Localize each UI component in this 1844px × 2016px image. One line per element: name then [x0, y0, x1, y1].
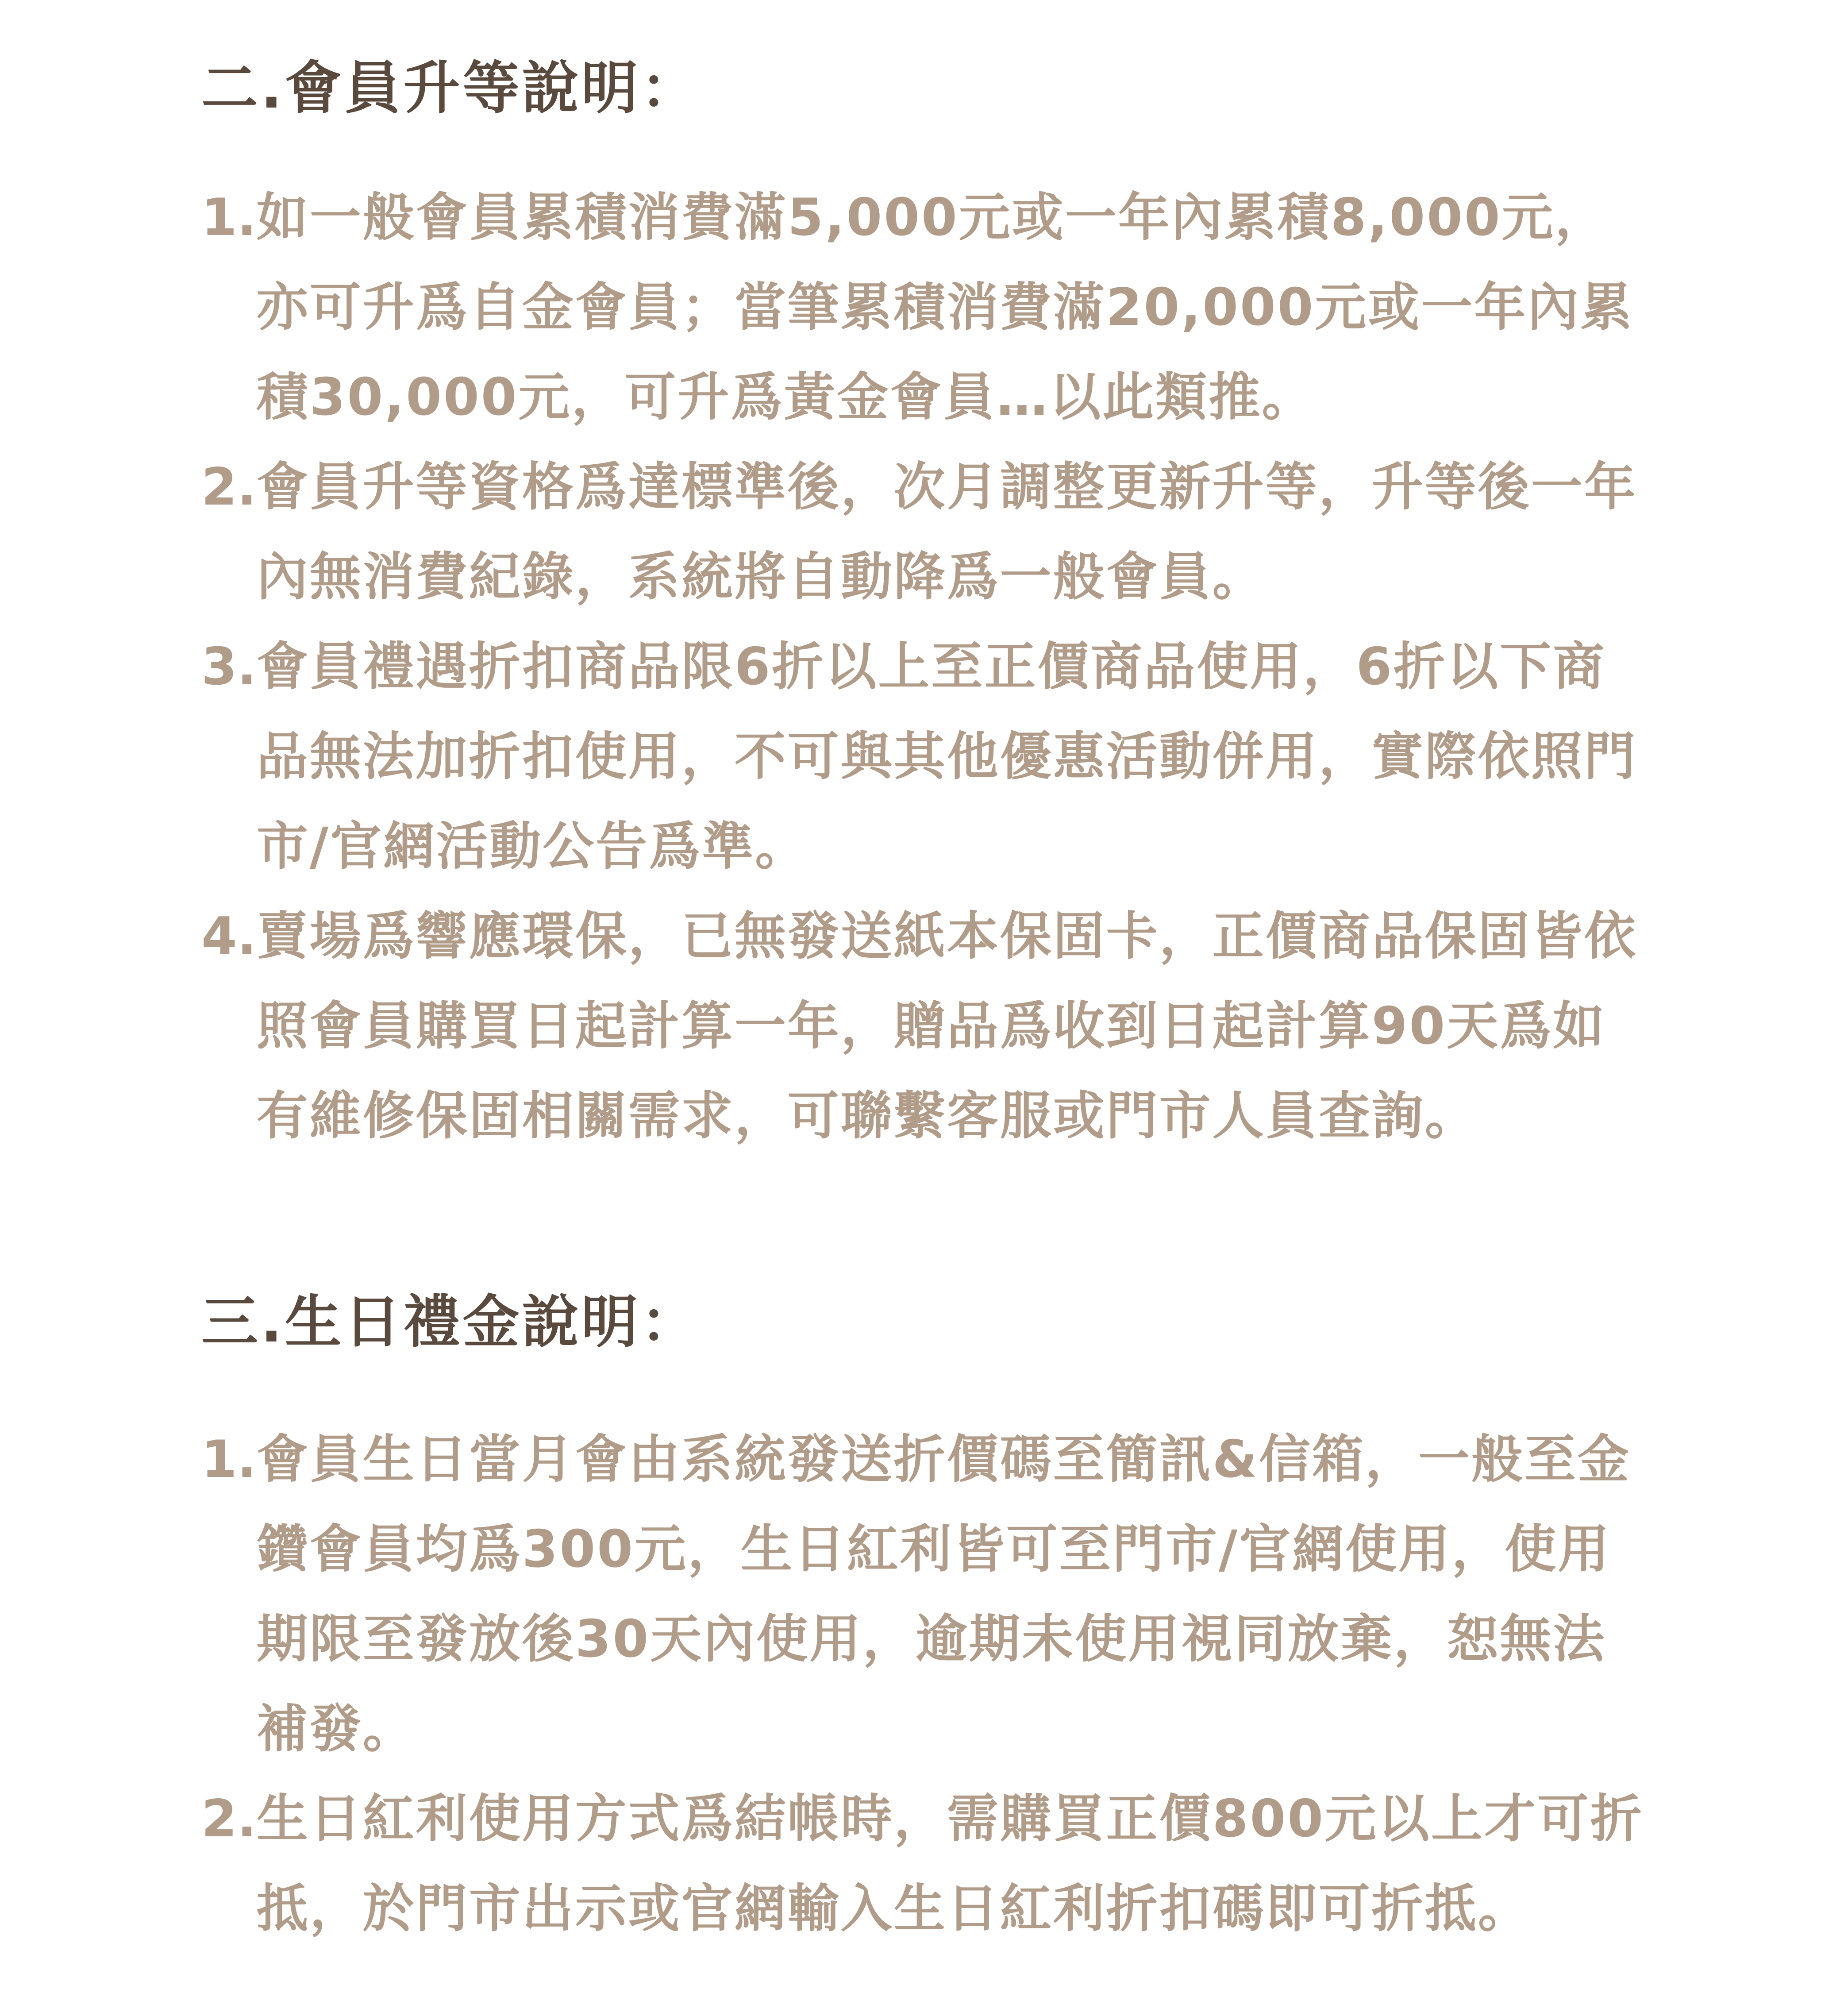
list-item-text: 如一般會員累積消費滿5,000元或一年內累積8,000元，亦可升爲自金會員；當筆累積消費滿20,000元或一年內累積30,000元，可升爲黃金會員…以此類推。 [256, 188, 1634, 427]
list-item-number: 2. [201, 457, 257, 517]
list-item-text: 會員禮遇折扣商品限6折以上至正價商品使用，6折以下商品無法加折扣使用，不可與其他優惠活動併用，實際依照門市/官網活動公告爲準。 [256, 637, 1637, 876]
list-item [201, 1774, 1644, 1954]
member-info-page [201, 0, 1644, 2016]
birthday-bonus-section [201, 1286, 1644, 1939]
list-item-number: 2. [201, 1789, 257, 1849]
birthday-bonus-heading: 三.生日禮金說明： [201, 1289, 700, 1355]
member-upgrade-heading: 二.會員升等說明： [201, 55, 700, 121]
birthday-bonus-list [201, 1415, 1644, 1954]
member-upgrade-list [201, 173, 1644, 1161]
list-item-number: 1. [201, 188, 257, 247]
member-upgrade-section [201, 52, 1644, 1146]
list-item [201, 442, 1644, 622]
list-item-text: 生日紅利使用方式爲結帳時，需購買正價800元以上才可折抵，於門市出示或官網輸入生日紅利折扣碼即可折抵。 [256, 1789, 1644, 1939]
list-item [201, 891, 1644, 1161]
list-item-text: 會員生日當月會由系統發送折價碼至簡訊&信箱，一般至金鑽會員均爲300元，生日紅利皆可至門市/官網使用，使用期限至發放後30天內使用，逾期未使用視同放棄，恕無法補發。 [256, 1430, 1631, 1759]
list-item [201, 622, 1644, 891]
list-item [201, 173, 1644, 442]
list-item-number: 3. [201, 637, 257, 697]
list-item-number: 4. [201, 906, 257, 966]
list-item-number: 1. [201, 1430, 257, 1489]
list-item-text: 會員升等資格爲達標準後，次月調整更新升等，升等後一年內無消費紀錄，系統將自動降爲一般會員。 [256, 457, 1637, 607]
list-item [201, 1415, 1644, 1774]
list-item-text: 賣場爲響應環保，已無發送紙本保固卡，正價商品保固皆依照會員購買日起計算一年，贈品爲收到日起計算90天爲如有維修保固相關需求，可聯繫客服或門市人員查詢。 [256, 906, 1637, 1146]
